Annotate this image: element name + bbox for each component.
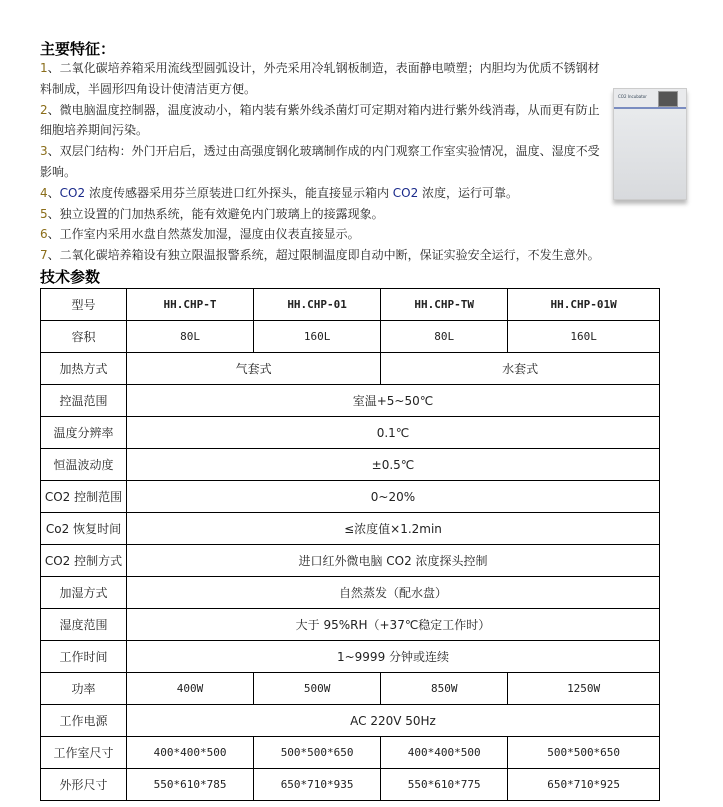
item-text: 、微电脑温度控制器，温度波动小，箱内装有紫外线杀菌灯可定期对箱内进行紫外线消毒，从而更有防止细胞培养期间污染。 [40, 102, 600, 138]
cell-value: 400*400*500 [126, 737, 253, 769]
cell-label: 功率 [41, 673, 127, 705]
table-row [41, 289, 660, 321]
cell-value: 550*610*785 [126, 769, 253, 801]
cell-label: 控温范围 [41, 385, 127, 417]
cell-value: HH.CHP-TW [381, 289, 508, 321]
cell-value: 160L [254, 321, 381, 353]
item-number: 3 [40, 144, 48, 159]
table-row [41, 609, 660, 641]
specs-title: 技术参数 [40, 268, 101, 286]
cell-value: 400W [126, 673, 253, 705]
item-text: 、独立设置的门加热系统，能有效避免内门玻璃上的接露现象。 [47, 206, 384, 221]
item-number: 6 [40, 227, 48, 242]
cell-value: 650*710*935 [254, 769, 381, 801]
cell-value: ≤浓度值×1.2min [126, 513, 659, 545]
cell-value: 1250W [508, 673, 660, 705]
cell-value: 进口红外微电脑 CO2 浓度探头控制 [126, 545, 659, 577]
feature-item [40, 141, 600, 183]
cell-label: 湿度范围 [41, 609, 127, 641]
item-text: CO2 [392, 185, 419, 200]
item-text: 、工作室内采用水盘自然蒸发加湿，湿度由仪表直接显示。 [47, 227, 360, 242]
item-text: CO2 [59, 185, 86, 200]
item-number: 1 [40, 61, 48, 75]
item-text: 浓度，运行可靠。 [418, 185, 519, 200]
table-row [41, 769, 660, 801]
features-list [40, 58, 600, 266]
cell-value: 水套式 [381, 353, 660, 385]
cell-value: 80L [381, 321, 508, 353]
cell-value: 550*610*775 [381, 769, 508, 801]
table-row [41, 353, 660, 385]
table-row [41, 737, 660, 769]
table-row [41, 449, 660, 481]
cell-value: 850W [381, 673, 508, 705]
cell-label: Co2 恢复时间 [41, 513, 127, 545]
item-text: 、二氧化碳培养箱设有独立限温报警系统，超过限制温度即自动中断，保证实验安全运行，不发生意外。 [47, 248, 600, 263]
cell-value: 500W [254, 673, 381, 705]
feature-item [40, 245, 640, 266]
table-row [41, 321, 660, 353]
cell-value: HH.CHP-01 [254, 289, 381, 321]
specs-table [40, 288, 660, 801]
cell-value: 500*500*650 [508, 737, 660, 769]
cell-value: 500*500*650 [254, 737, 381, 769]
feature-item [40, 204, 600, 225]
cell-value: 80L [126, 321, 253, 353]
cell-value: 0~20% [126, 481, 659, 513]
item-number: 4 [40, 185, 48, 200]
item-number: 7 [40, 248, 48, 263]
table-row [41, 641, 660, 673]
product-image [613, 88, 687, 200]
item-text: 、双层门结构：外门开启后，透过由高强度钢化玻璃制作成的内门观察工作室实验情况，温度、湿度不受影响。 [40, 144, 600, 179]
cell-value: 气套式 [126, 353, 380, 385]
feature-item [40, 183, 600, 204]
cell-label: 工作电源 [41, 705, 127, 737]
item-text: 、二氧化碳培养箱采用流线型圆弧设计，外壳采用冷轧钢板制造，表面静电喷塑；内胆均为优质不锈钢材料制成，半圆形四角设计使清洁更方便。 [40, 61, 600, 96]
cell-label: 温度分辨率 [41, 417, 127, 449]
cell-label: 外形尺寸 [41, 769, 127, 801]
cell-label: 恒温波动度 [41, 449, 127, 481]
table-row [41, 481, 660, 513]
cell-value: 室温+5~50℃ [126, 385, 659, 417]
cell-value: 0.1℃ [126, 417, 659, 449]
cell-value: HH.CHP-T [126, 289, 253, 321]
item-text: 、 [47, 185, 60, 200]
item-number: 5 [40, 206, 48, 221]
item-text: 浓度传感器采用芬兰原装进口红外探头，能直接显示箱内 [85, 185, 393, 200]
cell-value: 自然蒸发（配水盘） [126, 577, 659, 609]
cell-value: 650*710*925 [508, 769, 660, 801]
cell-label: 工作时间 [41, 641, 127, 673]
cell-label: 加热方式 [41, 353, 127, 385]
table-row [41, 705, 660, 737]
table-row [41, 385, 660, 417]
cell-label: 工作室尺寸 [41, 737, 127, 769]
cell-value: ±0.5℃ [126, 449, 659, 481]
cell-label: 容积 [41, 321, 127, 353]
cell-label: CO2 控制方式 [41, 545, 127, 577]
cell-value: 1~9999 分钟或连续 [126, 641, 659, 673]
product-label: CO2 Incubator [618, 94, 647, 99]
feature-item [40, 224, 600, 245]
table-row [41, 545, 660, 577]
item-number: 2 [40, 102, 48, 117]
cell-value: AC 220V 50Hz [126, 705, 659, 737]
table-row [41, 673, 660, 705]
cell-value: 160L [508, 321, 660, 353]
table-row [41, 417, 660, 449]
features-title: 主要特征： [40, 40, 116, 58]
feature-item [40, 58, 600, 100]
cell-label: 型号 [41, 289, 127, 321]
table-row [41, 577, 660, 609]
table-row [41, 513, 660, 545]
display-screen [658, 91, 678, 107]
cell-label: CO2 控制范围 [41, 481, 127, 513]
cell-value: 大于 95%RH（+37℃稳定工作时） [126, 609, 659, 641]
cell-label: 加湿方式 [41, 577, 127, 609]
feature-item [40, 100, 600, 142]
cell-value: HH.CHP-01W [508, 289, 660, 321]
cell-value: 400*400*500 [381, 737, 508, 769]
